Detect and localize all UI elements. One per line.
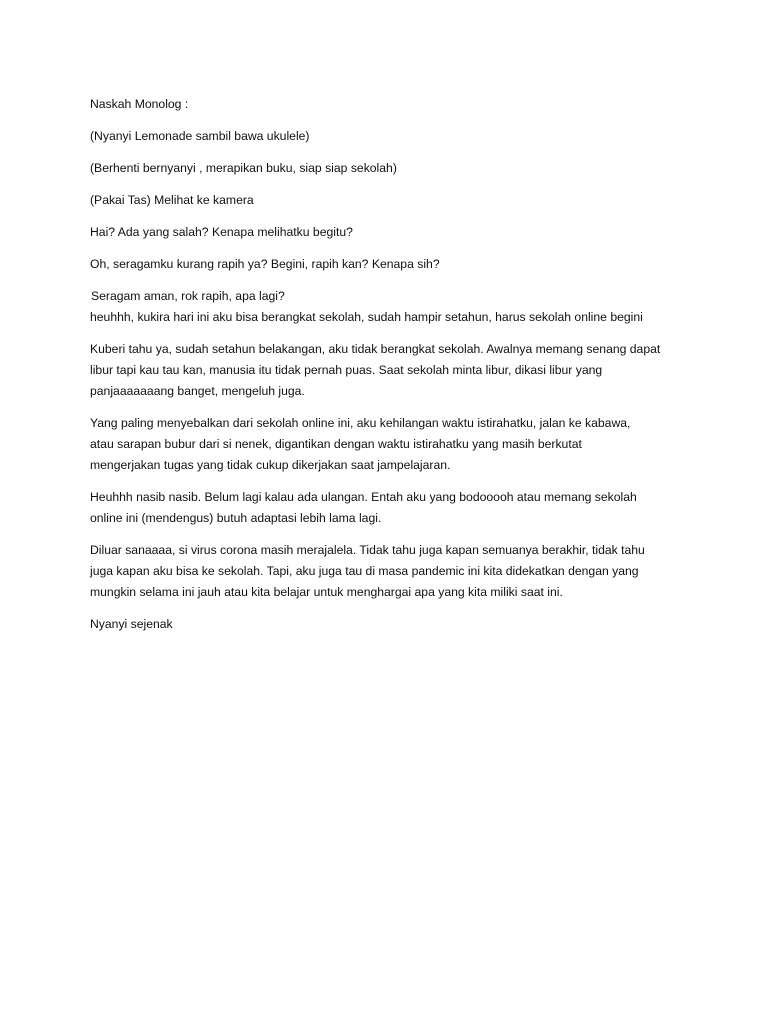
document-title: Naskah Monolog : bbox=[90, 97, 189, 111]
paragraph-kuberi bbox=[90, 339, 700, 402]
paragraph-line: juga kapan aku bisa ke sekolah. Tapi, aku juga tau di masa pandemic ini kita didekatkan dengan yang bbox=[90, 564, 639, 578]
paragraph-seragam bbox=[90, 286, 700, 328]
dialogue-line-seragam-rapih: Oh, seragamku kurang rapih ya? Begini, rapih kan? Kenapa sih? bbox=[90, 257, 440, 271]
paragraph-line: Yang paling menyebalkan dari sekolah online ini, aku kehilangan waktu istirahatku, jalan ke kabawa, bbox=[90, 416, 631, 430]
paragraph-line: Kuberi tahu ya, sudah setahun belakangan, aku tidak berangkat sekolah. Awalnya memang senang dapat bbox=[90, 342, 661, 356]
paragraph-menyebalkan bbox=[90, 413, 700, 476]
paragraph-nasib bbox=[90, 487, 700, 529]
paragraph-line: libur tapi kau tau kan, manusia itu tidak pernah puas. Saat sekolah minta libur, dikasi libur yang bbox=[90, 363, 603, 377]
paragraph-line: atau sarapan bubur dari si nenek, digantikan dengan waktu istirahatku yang masih berkutat bbox=[90, 437, 582, 451]
paragraph-line: mungkin selama ini jauh atau kita belajar untuk menghargai apa yang kita miliki saat ini. bbox=[90, 585, 563, 599]
paragraph-line: heuhhh, kukira hari ini aku bisa berangkat sekolah, sudah hampir setahun, harus sekolah online begini bbox=[90, 310, 643, 324]
paragraph-line: Diluar sanaaaa, si virus corona masih merajalela. Tidak tahu juga kapan semuanya berakhir, tidak tahu bbox=[90, 543, 645, 557]
paragraph-line: mengerjakan tugas yang tidak cukup dikerjakan saat jampelajaran. bbox=[90, 458, 451, 472]
stage-direction-stop: (Berhenti bernyanyi , merapikan buku, siap siap sekolah) bbox=[90, 161, 397, 175]
stage-direction-bag: (Pakai Tas) Melihat ke kamera bbox=[90, 193, 254, 207]
paragraph-diluar bbox=[90, 540, 700, 603]
dialogue-line-hai: Hai? Ada yang salah? Kenapa melihatku begitu? bbox=[90, 225, 353, 239]
stage-direction-sing: (Nyanyi Lemonade sambil bawa ukulele) bbox=[90, 129, 310, 143]
monolog-script bbox=[90, 94, 700, 635]
paragraph-line: Seragam aman, rok rapih, apa lagi? bbox=[91, 289, 285, 303]
paragraph-line: Heuhhh nasib nasib. Belum lagi kalau ada ulangan. Entah aku yang bodooooh atau memang sekolah bbox=[90, 490, 637, 504]
paragraph-line: panjaaaaaaang banget, mengeluh juga. bbox=[90, 384, 305, 398]
stage-direction-closing: Nyanyi sejenak bbox=[90, 617, 173, 631]
paragraph-line: online ini (mendengus) butuh adaptasi lebih lama lagi. bbox=[90, 511, 382, 525]
